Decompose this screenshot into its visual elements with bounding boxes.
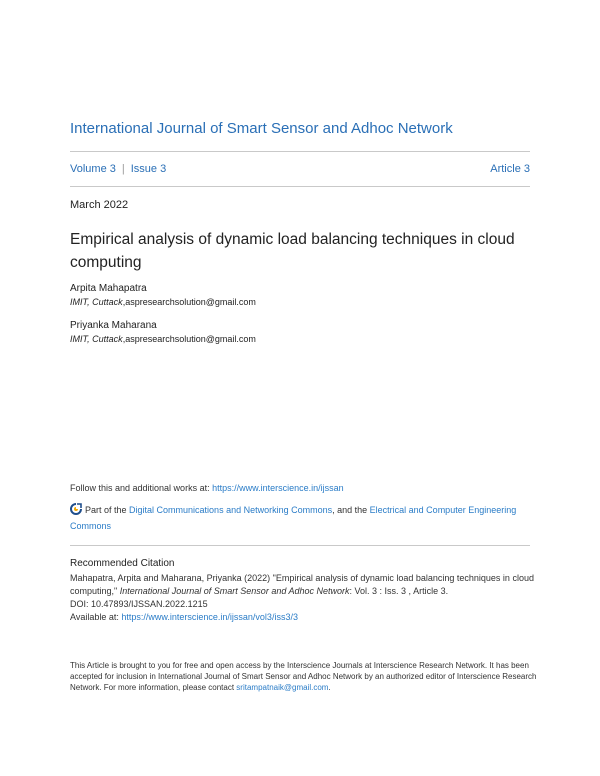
affiliation-institution: IMIT, Cuttack bbox=[70, 334, 123, 344]
access-end: . bbox=[328, 683, 331, 692]
author-affiliation bbox=[70, 334, 256, 344]
citation-block bbox=[70, 572, 540, 624]
digital-communications-link[interactable]: Digital Communications and Networking Commons bbox=[129, 505, 333, 515]
author-name: Priyanka Maharana bbox=[70, 320, 157, 331]
paper-title: Empirical analysis of dynamic load balancing techniques in cloud computing bbox=[70, 231, 515, 271]
divider-citation bbox=[70, 545, 530, 546]
access-statement bbox=[70, 660, 540, 693]
access-text: This Article is brought to you for free and open access by the Interscience Journals at Interscience Research Network. It has been accepted for inclusion in International Journal of Smart Sensor and Adhoc Network by an authorized editor of Interscience Research Network. For more information, please contact bbox=[70, 661, 537, 692]
available-link[interactable]: https://www.interscience.in/ijssan/vol3/iss3/3 bbox=[121, 612, 298, 622]
electrical-engineering-link[interactable]: Electrical and Computer Engineering Commons bbox=[70, 505, 517, 531]
part-of-prefix: Part of the bbox=[85, 505, 130, 515]
follow-link[interactable]: https://www.interscience.in/ijssan bbox=[212, 483, 344, 493]
divider-bottom bbox=[70, 186, 530, 187]
volume-link[interactable]: Volume 3 bbox=[70, 163, 116, 175]
divider-top bbox=[70, 151, 530, 152]
publication-date: March 2022 bbox=[70, 199, 129, 211]
citation-volume: : Vol. 3 : Iss. 3 , Article 3. bbox=[349, 586, 449, 596]
affiliation-email: ,aspresearchsolution@gmail.com bbox=[122, 297, 256, 307]
network-commons-icon bbox=[70, 503, 82, 515]
citation-heading: Recommended Citation bbox=[70, 558, 175, 569]
author-name: Arpita Mahapatra bbox=[70, 283, 147, 294]
citation-journal: International Journal of Smart Sensor and Adhoc Network bbox=[119, 586, 350, 596]
part-of-middle: , and the bbox=[332, 505, 370, 515]
citation-doi: DOI: 10.47893/IJSSAN.2022.1215 bbox=[70, 599, 208, 609]
part-of-line bbox=[70, 502, 530, 534]
issue-link[interactable]: Issue 3 bbox=[130, 163, 167, 175]
journal-title[interactable]: International Journal of Smart Sensor and Adhoc Network bbox=[70, 120, 453, 137]
affiliation-email: ,aspresearchsolution@gmail.com bbox=[122, 334, 256, 344]
available-prefix: Available at: bbox=[70, 612, 122, 622]
follow-line bbox=[70, 483, 344, 493]
follow-text: Follow this and additional works at: bbox=[70, 483, 213, 493]
article-link[interactable]: Article 3 bbox=[490, 163, 530, 175]
author-affiliation bbox=[70, 297, 256, 307]
citation-text: Mahapatra, Arpita and Maharana, Priyanka (2022) "Empirical analysis of dynamic load balancing techniques in cloud computing," bbox=[70, 573, 534, 596]
contact-email-link[interactable]: sritampatnaik@gmail.com bbox=[236, 683, 329, 692]
separator: | bbox=[121, 163, 125, 175]
volume-issue-row bbox=[70, 163, 530, 175]
affiliation-institution: IMIT, Cuttack bbox=[70, 297, 123, 307]
